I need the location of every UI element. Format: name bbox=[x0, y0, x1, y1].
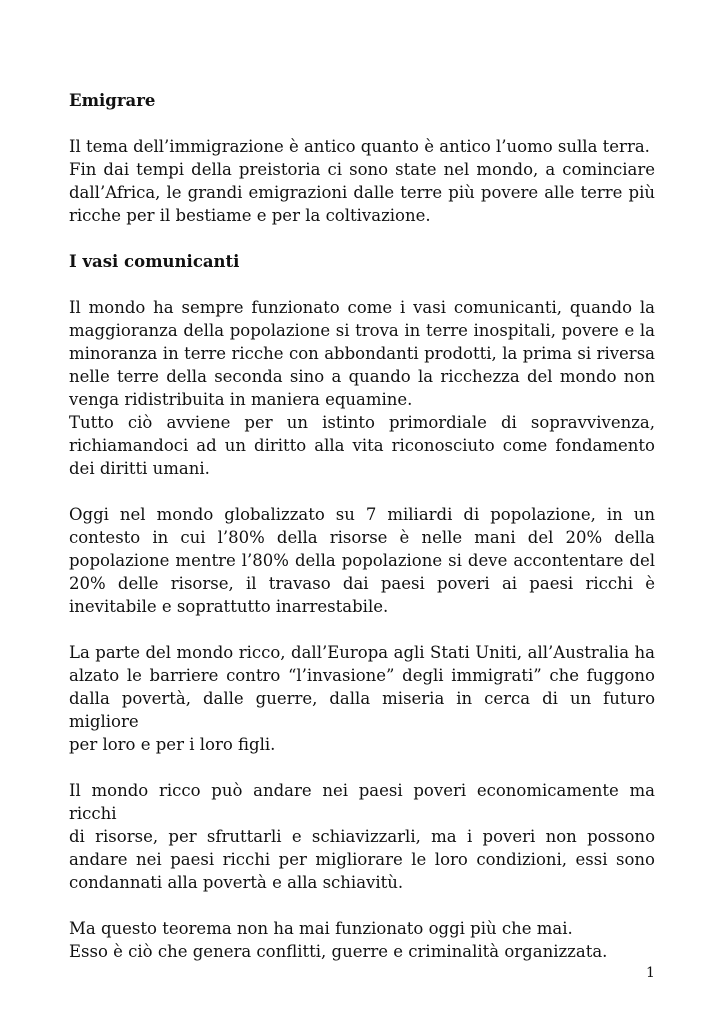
paragraph-line: dall’Africa, le grandi emigrazioni dalle terre più povere alle terre più bbox=[69, 183, 655, 202]
paragraph-line: richiamandoci ad un diritto alla vita riconosciuto come fondamento bbox=[69, 436, 655, 455]
paragraph-line: Esso è ciò che genera conflitti, guerre e criminalità organizzata. bbox=[69, 942, 608, 961]
spacer bbox=[69, 227, 655, 250]
paragraph-line: nelle terre della seconda sino a quando la ricchezza del mondo non bbox=[69, 367, 655, 386]
paragraph-line: andare nei paesi ricchi per migliorare le loro condizioni, essi sono bbox=[69, 850, 655, 869]
paragraph-2 bbox=[69, 296, 655, 480]
spacer bbox=[69, 112, 655, 135]
spacer bbox=[69, 480, 655, 503]
paragraph-line: dalla povertà, dalle guerre, dalla miseria in cerca di un futuro migliore bbox=[69, 689, 655, 731]
paragraph-line: Oggi nel mondo globalizzato su 7 miliardi di popolazione, in un bbox=[69, 505, 655, 524]
paragraph-line: Il mondo ricco può andare nei paesi poveri economicamente ma ricchi bbox=[69, 781, 655, 823]
spacer bbox=[69, 894, 655, 917]
paragraph-line: ricche per il bestiame e per la coltivazione. bbox=[69, 206, 431, 225]
paragraph-line: La parte del mondo ricco, dall’Europa agli Stati Uniti, all’Australia ha bbox=[69, 643, 655, 662]
paragraph-line: Il mondo ha sempre funzionato come i vasi comunicanti, quando la bbox=[69, 298, 655, 317]
paragraph-4 bbox=[69, 641, 655, 756]
paragraph-1 bbox=[69, 135, 655, 227]
paragraph-line: Tutto ciò avviene per un istinto primordiale di sopravvivenza, bbox=[69, 413, 655, 432]
spacer bbox=[69, 273, 655, 296]
paragraph-line: maggioranza della popolazione si trova in terre inospitali, povere e la bbox=[69, 321, 655, 340]
heading-vasi-comunicanti: I vasi comunicanti bbox=[69, 252, 240, 271]
paragraph-line: inevitabile e soprattutto inarrestabile. bbox=[69, 597, 389, 616]
paragraph-line: Ma questo teorema non ha mai funzionato oggi più che mai. bbox=[69, 919, 573, 938]
paragraph-line: di risorse, per sfruttarli e schiavizzarli, ma i poveri non possono bbox=[69, 827, 655, 846]
paragraph-line: Fin dai tempi della preistoria ci sono state nel mondo, a cominciare bbox=[69, 160, 655, 179]
document-body bbox=[69, 89, 655, 963]
page-number: 1 bbox=[646, 965, 655, 981]
paragraph-line: condannati alla povertà e alla schiavitù. bbox=[69, 873, 404, 892]
paragraph-line: alzato le barriere contro “l’invasione” degli immigrati” che fuggono bbox=[69, 666, 655, 685]
paragraph-line: per loro e per i loro figli. bbox=[69, 735, 276, 754]
spacer bbox=[69, 618, 655, 641]
paragraph-line: venga ridistribuita in maniera equamine. bbox=[69, 390, 413, 409]
paragraph-line: minoranza in terre ricche con abbondanti prodotti, la prima si riversa bbox=[69, 344, 655, 363]
paragraph-3 bbox=[69, 503, 655, 618]
paragraph-6 bbox=[69, 917, 655, 963]
paragraph-line: 20% delle risorse, il travaso dai paesi poveri ai paesi ricchi è bbox=[69, 574, 655, 593]
spacer bbox=[69, 756, 655, 779]
paragraph-line: dei diritti umani. bbox=[69, 459, 210, 478]
paragraph-line: contesto in cui l’80% della risorse è nelle mani del 20% della bbox=[69, 528, 655, 547]
paragraph-5 bbox=[69, 779, 655, 894]
heading-emigrare: Emigrare bbox=[69, 91, 156, 110]
paragraph-line: Il tema dell’immigrazione è antico quanto è antico l’uomo sulla terra. bbox=[69, 137, 650, 156]
paragraph-line: popolazione mentre l’80% della popolazione si deve accontentare del bbox=[69, 551, 655, 570]
